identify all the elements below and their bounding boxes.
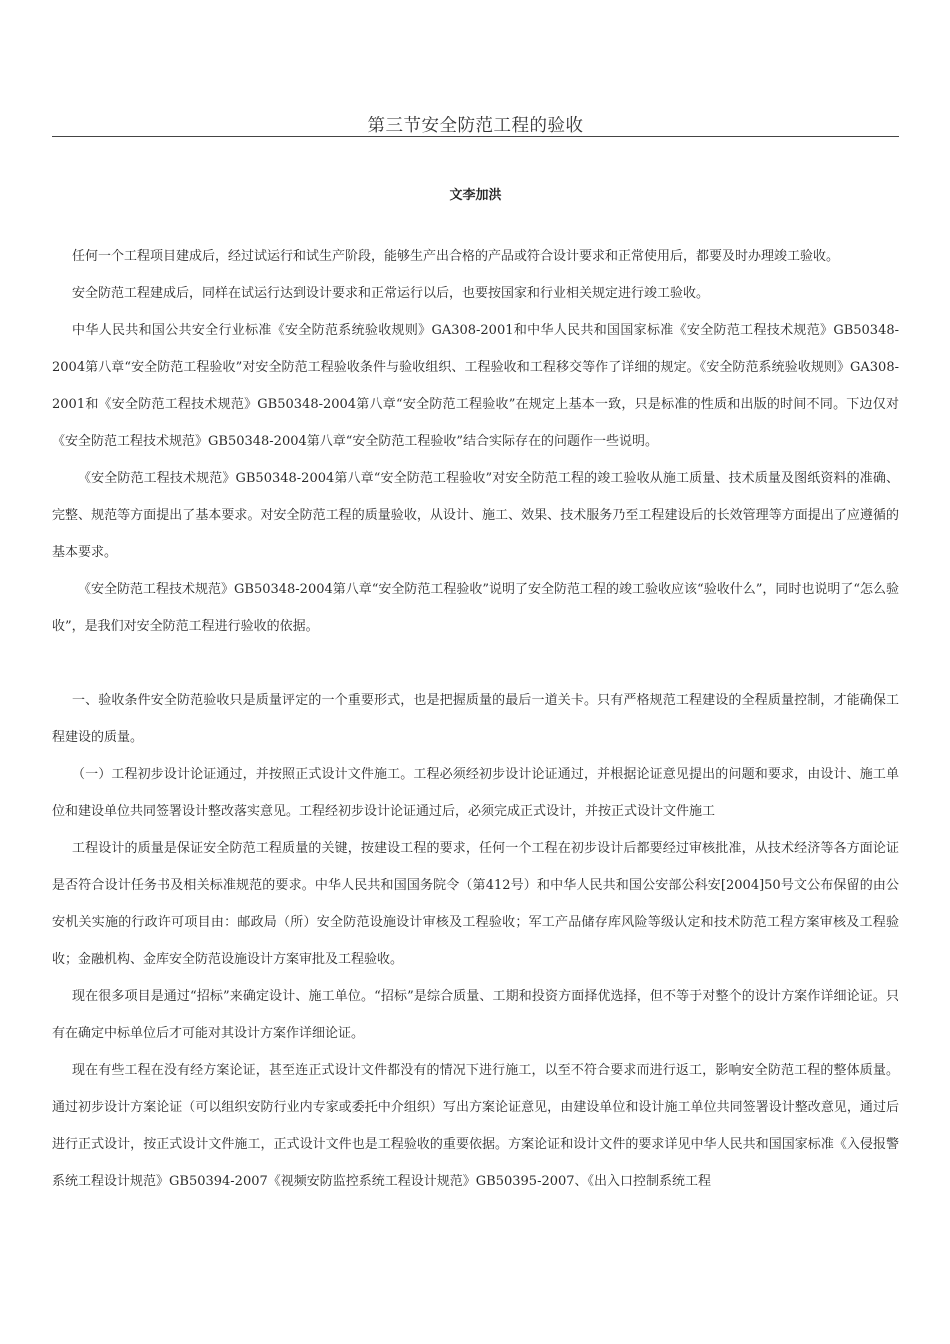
- paragraph: 安全防范工程建成后，同样在试运行达到设计要求和正常运行以后，也要按国家和行业相关规定进行竣工验收。: [72, 286, 710, 301]
- section-gap: [52, 645, 899, 682]
- paragraph: 中华人民共和国公共安全行业标准《安全防范系统验收规则》GA308-2001和中华人民共和国国家标准《安全防范工程技术规范》GB50348-2004第八章“安全防范工程验收”对安全防范工程验收条件与验收组织、工程验收和工程移交等作了详细的规定。《安全防范系统验收规则》GA308-2001和《安全防范工程技术规范》GB50348-2004第八章“安全防范工程验收”在规定上基本一致，只是标准的性质和出版的时间不同。下边仅对《安全防范工程技术规范》GB50348-2004第八章“安全防范工程验收”结合实际存在的问题作一些说明。: [52, 323, 899, 449]
- paragraph: 工程设计的质量是保证安全防范工程质量的关键，按建设工程的要求，任何一个工程在初步设计后都要经过审核批准，从技术经济等各方面论证是否符合设计任务书及相关标准规范的要求。中华人民共和国国务院令（第412号）和中华人民共和国公安部公科安[2004]50号文公布保留的由公安机关实施的行政许可项目由：邮政局（所）安全防范设施设计审核及工程验收；军工产品储存库风险等级认定和技术防范工程方案审核及工程验收；金融机构、金库安全防范设施设计方案审批及工程验收。: [52, 841, 899, 967]
- document-title: 第三节安全防范工程的验收: [367, 116, 584, 136]
- paragraph: 《安全防范工程技术规范》GB50348-2004第八章“安全防范工程验收”说明了安全防范工程的竣工验收应该“验收什么”，同时也说明了“怎么验收”，是我们对安全防范工程进行验收的依据。: [52, 582, 900, 634]
- paragraph: 一、验收条件安全防范验收只是质量评定的一个重要形式，也是把握质量的最后一道关卡。只有严格规范工程建设的全程质量控制，才能确保工程建设的质量。: [52, 693, 899, 745]
- paragraph: 《安全防范工程技术规范》GB50348-2004第八章“安全防范工程验收”对安全防范工程的竣工验收从施工质量、技术质量及图纸资料的准确、完整、规范等方面提出了基本要求。对安全防范工程的质量验收，从设计、施工、效果、技术服务乃至工程建设后的长效管理等方面提出了应遵循的基本要求。: [52, 471, 899, 560]
- paragraph: 现在有些工程在没有经方案论证，甚至连正式设计文件都没有的情况下进行施工，以至不符合要求而进行返工，影响安全防范工程的整体质量。通过初步设计方案论证（可以组织安防行业内专家或委托中介组织）写出方案论证意见，由建设单位和设计施工单位共同签署设计整改意见，通过后进行正式设计，按正式设计文件施工，正式设计文件也是工程验收的重要依据。方案论证和设计文件的要求详见中华人民共和国国家标准《入侵报警系统工程设计规范》GB50394-2007《视频安防监控系统工程设计规范》GB50395-2007、《出入口控制系统工程: [52, 1063, 899, 1189]
- author-line: 文李加洪: [449, 188, 502, 203]
- paragraph: 现在很多项目是通过“招标”来确定设计、施工单位。“招标”是综合质量、工期和投资方面择优选择，但不等于对整个的设计方案作详细论证。只有在确定中标单位后才可能对其设计方案作详细论证。: [52, 989, 899, 1041]
- paragraph: （一）工程初步设计论证通过，并按照正式设计文件施工。工程必须经初步设计论证通过，并根据论证意见提出的问题和要求，由设计、施工单位和建设单位共同签署设计整改落实意见。工程经初步设计论证通过后，必须完成正式设计，并按正式设计文件施工: [52, 767, 899, 819]
- document-body: [52, 238, 899, 1200]
- paragraph: 任何一个工程项目建成后，经过试运行和试生产阶段，能够生产出合格的产品或符合设计要求和正常使用后，都要及时办理竣工验收。: [72, 249, 840, 264]
- title-underline: [52, 136, 899, 137]
